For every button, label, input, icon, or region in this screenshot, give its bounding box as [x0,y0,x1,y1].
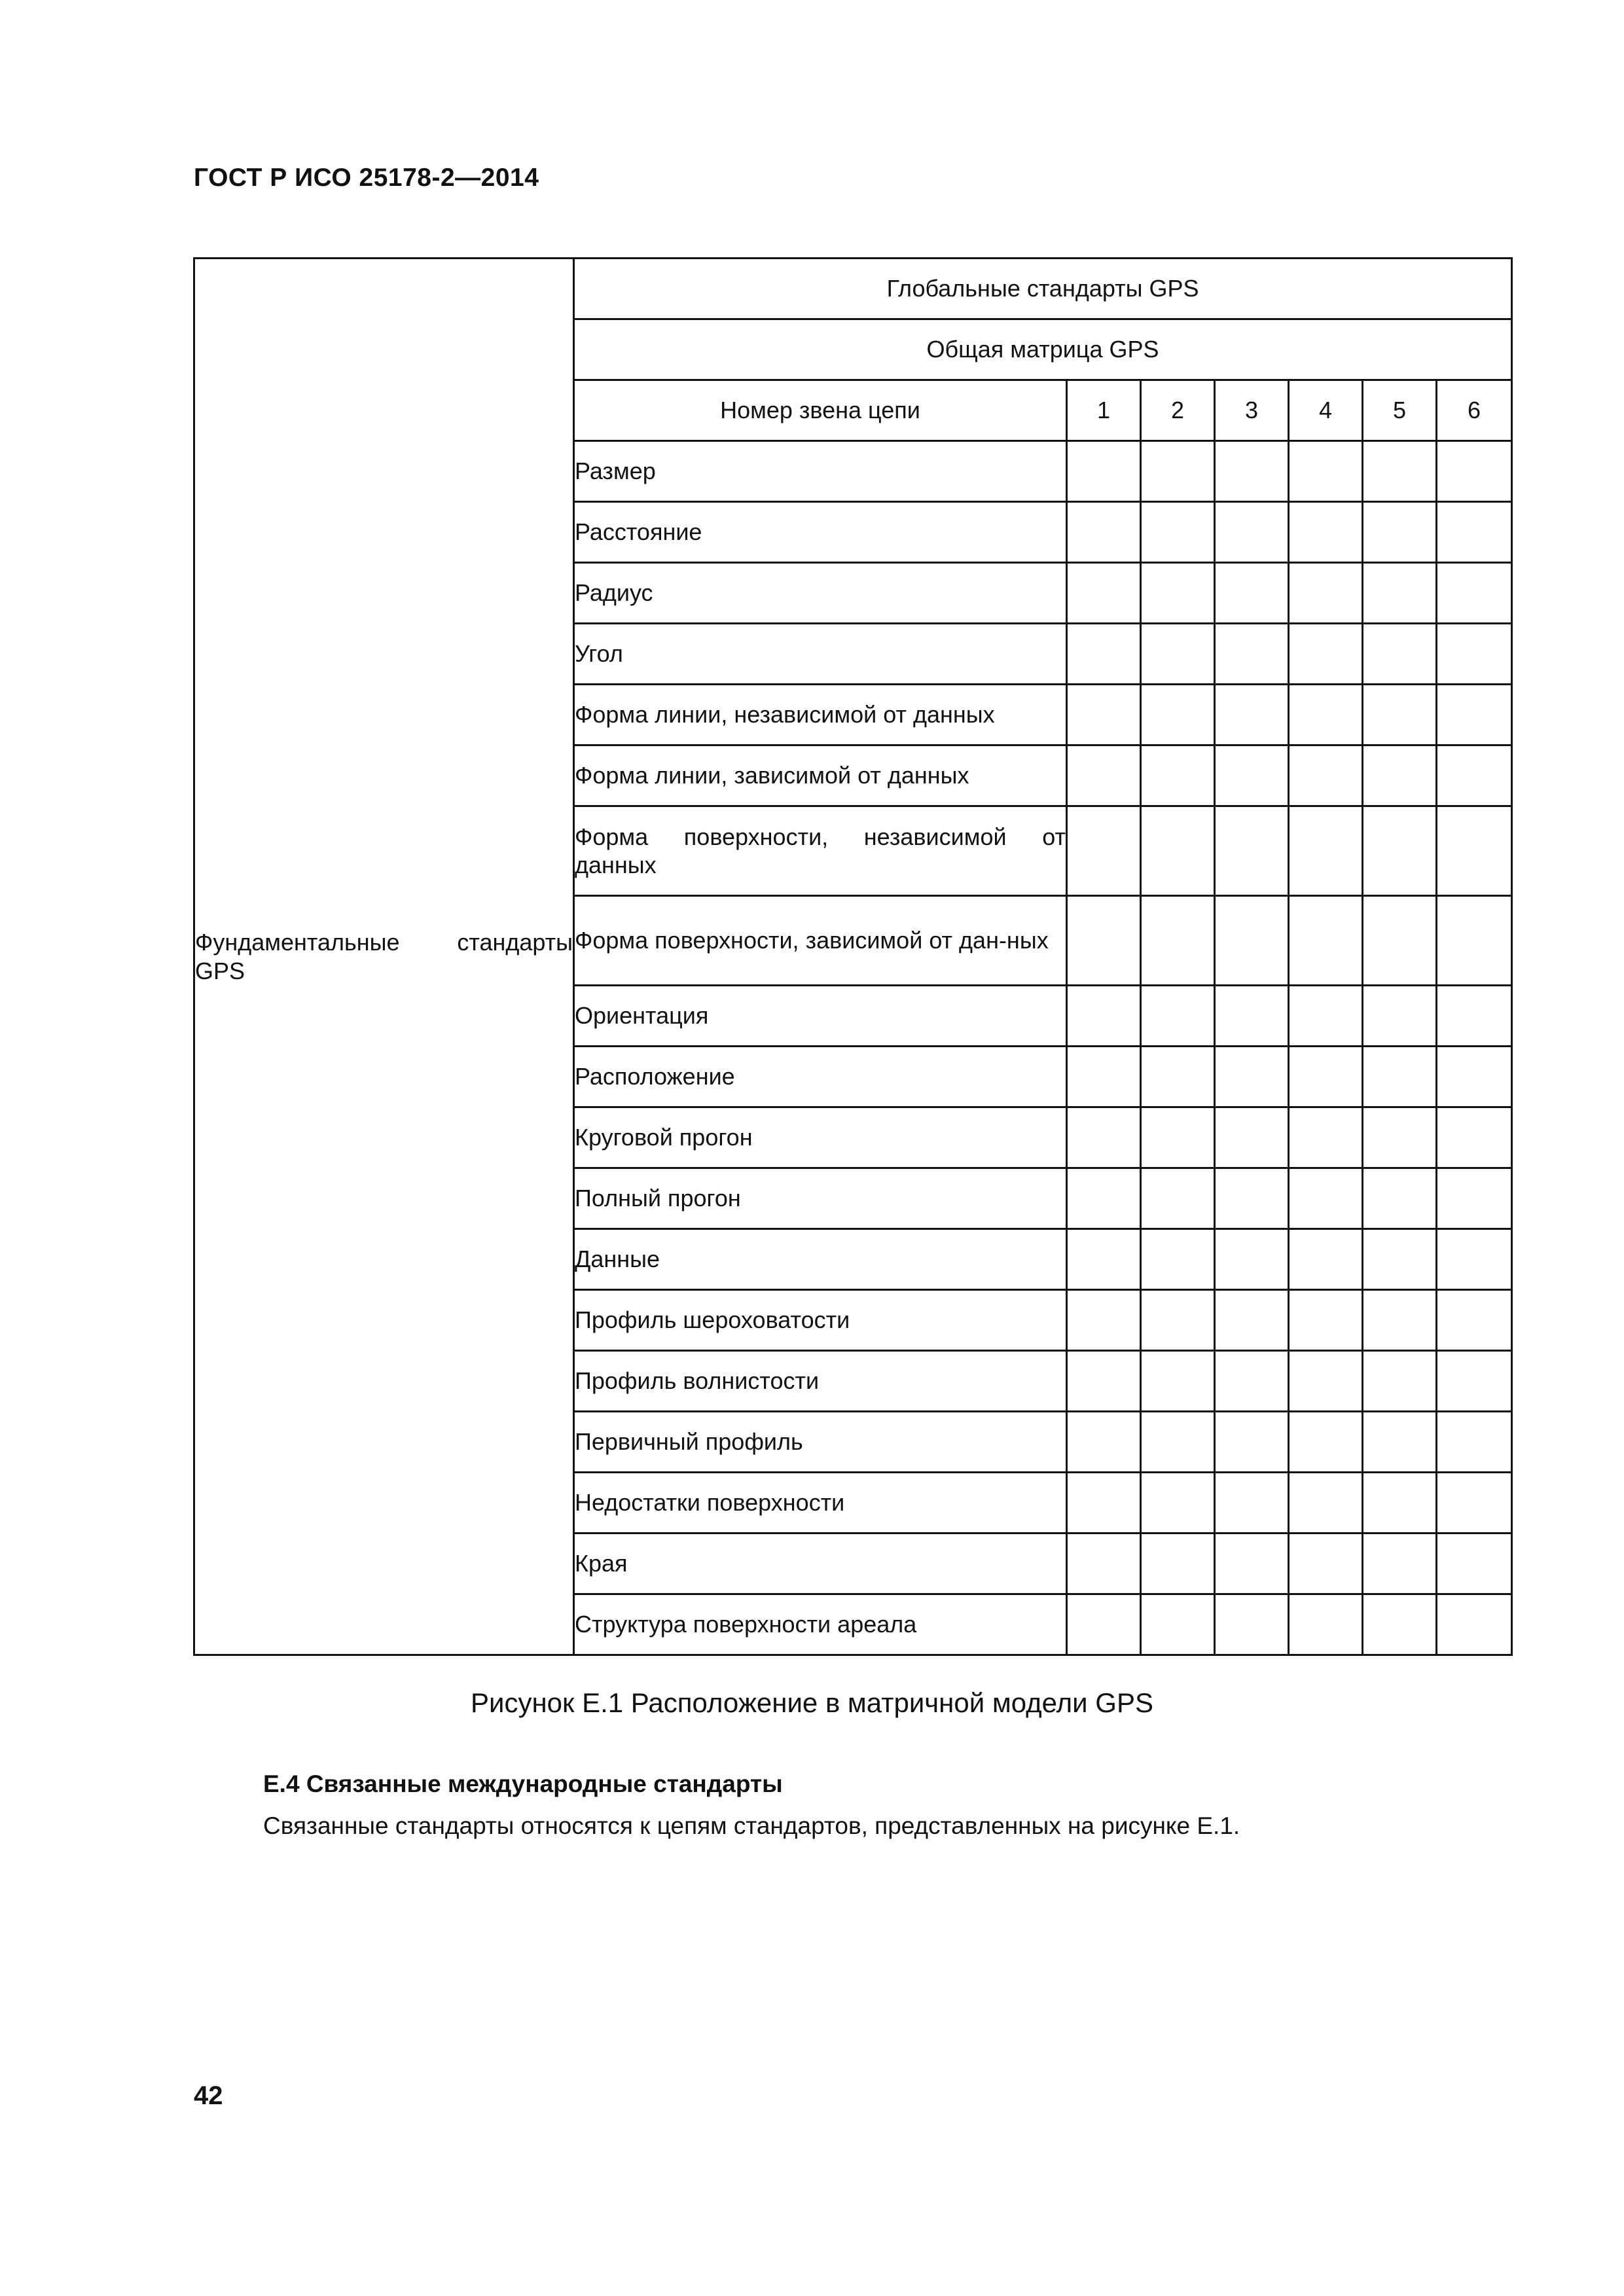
matrix-cell [1067,624,1141,685]
matrix-cell [1437,745,1512,806]
matrix-cell [1363,1229,1437,1290]
matrix-cell [1067,1047,1141,1107]
matrix-cell [1067,745,1141,806]
matrix-cell [1437,502,1512,563]
gps-matrix-table [193,257,1513,1656]
matrix-cell [1141,624,1215,685]
matrix-cell [1289,1290,1363,1351]
matrix-cell [1141,1047,1215,1107]
matrix-cell [1215,563,1289,624]
matrix-row-label: Круговой прогон [574,1107,1067,1168]
chain-number: 4 [1289,380,1363,441]
matrix-row-label: Профиль шероховатости [574,1290,1067,1351]
matrix-cell [1141,1351,1215,1412]
matrix-row-label: Угол [574,624,1067,685]
matrix-cell [1437,624,1512,685]
matrix-cell [1067,986,1141,1047]
chain-number: 3 [1215,380,1289,441]
matrix-cell [1363,1534,1437,1594]
matrix-cell [1215,1168,1289,1229]
matrix-cell [1437,986,1512,1047]
matrix-row-label: Расстояние [574,502,1067,563]
matrix-cell [1363,1290,1437,1351]
matrix-cell [1141,563,1215,624]
matrix-cell [1437,1229,1512,1290]
matrix-cell [1437,685,1512,745]
matrix-cell [1437,441,1512,502]
matrix-cell [1141,441,1215,502]
chain-number: 6 [1437,380,1512,441]
matrix-cell [1215,1473,1289,1534]
matrix-cell [1141,1594,1215,1655]
matrix-cell [1067,1594,1141,1655]
matrix-row-label: Структура поверхности ареала [574,1594,1067,1655]
matrix-row-label: Профиль волнистости [574,1351,1067,1412]
matrix-cell [1363,685,1437,745]
matrix-cell [1215,1351,1289,1412]
matrix-row-label: Ориентация [574,986,1067,1047]
chain-number: 2 [1141,380,1215,441]
matrix-cell [1067,896,1141,986]
matrix-cell [1289,745,1363,806]
general-matrix-header: Общая матрица GPS [574,319,1512,380]
matrix-cell [1215,1412,1289,1473]
matrix-cell [1437,1107,1512,1168]
matrix-cell [1141,745,1215,806]
matrix-cell [1437,896,1512,986]
matrix-cell [1363,1412,1437,1473]
chain-number: 1 [1067,380,1141,441]
matrix-cell [1141,1412,1215,1473]
matrix-cell [1141,1168,1215,1229]
matrix-cell [1215,441,1289,502]
matrix-row-label: Данные [574,1229,1067,1290]
matrix-cell [1215,1290,1289,1351]
matrix-cell [1141,1473,1215,1534]
section-text: Связанные стандарты относятся к цепям стандартов, представленных на рисунке Е.1. [263,1812,1240,1839]
fundamental-standards-label: Фундаментальные стандарты GPS [194,259,574,1655]
document-header: ГОСТ Р ИСО 25178-2—2014 [194,164,539,192]
matrix-cell [1363,1351,1437,1412]
matrix-cell [1215,685,1289,745]
matrix-cell [1363,441,1437,502]
matrix-cell [1289,441,1363,502]
matrix-cell [1215,1534,1289,1594]
matrix-row-label: Форма поверхности, зависимой от дан-ных [574,896,1067,986]
matrix-cell [1215,1107,1289,1168]
matrix-cell [1437,1473,1512,1534]
matrix-cell [1363,563,1437,624]
matrix-cell [1289,986,1363,1047]
matrix-cell [1437,1047,1512,1107]
matrix-cell [1215,624,1289,685]
matrix-cell [1215,1594,1289,1655]
matrix-cell [1289,896,1363,986]
matrix-cell [1363,1107,1437,1168]
matrix-cell [1215,896,1289,986]
matrix-cell [1289,1594,1363,1655]
matrix-cell [1067,502,1141,563]
matrix-cell [1141,1229,1215,1290]
matrix-cell [1363,1168,1437,1229]
matrix-cell [1215,1047,1289,1107]
page-number: 42 [194,2081,223,2110]
matrix-row-label: Полный прогон [574,1168,1067,1229]
matrix-cell [1289,1534,1363,1594]
matrix-row-label: Размер [574,441,1067,502]
matrix-row-label: Расположение [574,1047,1067,1107]
matrix-cell [1215,806,1289,896]
matrix-cell [1437,1168,1512,1229]
matrix-cell [1067,563,1141,624]
matrix-row-label: Форма поверхности, независимой от данных [574,806,1067,896]
matrix-cell [1141,1534,1215,1594]
matrix-cell [1437,1594,1512,1655]
matrix-row-label: Радиус [574,563,1067,624]
matrix-cell [1141,806,1215,896]
matrix-cell [1363,502,1437,563]
matrix-cell [1215,745,1289,806]
matrix-cell [1067,1290,1141,1351]
matrix-cell [1437,1351,1512,1412]
matrix-cell [1363,624,1437,685]
matrix-cell [1363,1047,1437,1107]
matrix-cell [1437,1534,1512,1594]
matrix-cell [1067,1107,1141,1168]
matrix-cell [1141,896,1215,986]
matrix-cell [1289,563,1363,624]
chain-number-header: Номер звена цепи [574,380,1067,441]
matrix-cell [1289,685,1363,745]
matrix-cell [1289,1473,1363,1534]
matrix-cell [1067,1168,1141,1229]
matrix-cell [1067,1351,1141,1412]
matrix-cell [1289,1168,1363,1229]
matrix-cell [1363,806,1437,896]
matrix-cell [1215,986,1289,1047]
chain-number: 5 [1363,380,1437,441]
matrix-row-label: Недостатки поверхности [574,1473,1067,1534]
matrix-cell [1437,806,1512,896]
matrix-cell [1289,1047,1363,1107]
matrix-row-label: Первичный профиль [574,1412,1067,1473]
matrix-cell [1289,1412,1363,1473]
matrix-row-label: Форма линии, независимой от данных [574,685,1067,745]
matrix-cell [1289,806,1363,896]
matrix-cell [1363,1473,1437,1534]
matrix-cell [1141,685,1215,745]
matrix-cell [1363,896,1437,986]
matrix-cell [1289,624,1363,685]
matrix-cell [1363,745,1437,806]
figure-caption: Рисунок Е.1 Расположение в матричной модели GPS [471,1687,1153,1718]
matrix-row-label: Форма линии, зависимой от данных [574,745,1067,806]
matrix-cell [1289,1229,1363,1290]
matrix-cell [1067,685,1141,745]
matrix-cell [1141,1290,1215,1351]
matrix-cell [1067,1473,1141,1534]
section-title: Е.4 Связанные международные стандарты [263,1770,783,1797]
matrix-cell [1289,1107,1363,1168]
global-standards-header: Глобальные стандарты GPS [574,259,1512,319]
matrix-cell [1067,441,1141,502]
matrix-cell [1437,1412,1512,1473]
matrix-cell [1067,1534,1141,1594]
matrix-cell [1437,1290,1512,1351]
matrix-cell [1363,986,1437,1047]
matrix-cell [1289,502,1363,563]
matrix-cell [1141,986,1215,1047]
matrix-cell [1437,563,1512,624]
matrix-cell [1215,502,1289,563]
matrix-cell [1363,1594,1437,1655]
matrix-cell [1067,806,1141,896]
matrix-cell [1141,502,1215,563]
matrix-cell [1215,1229,1289,1290]
matrix-cell [1067,1412,1141,1473]
matrix-cell [1067,1229,1141,1290]
matrix-cell [1141,1107,1215,1168]
matrix-row-label: Края [574,1534,1067,1594]
matrix-cell [1289,1351,1363,1412]
